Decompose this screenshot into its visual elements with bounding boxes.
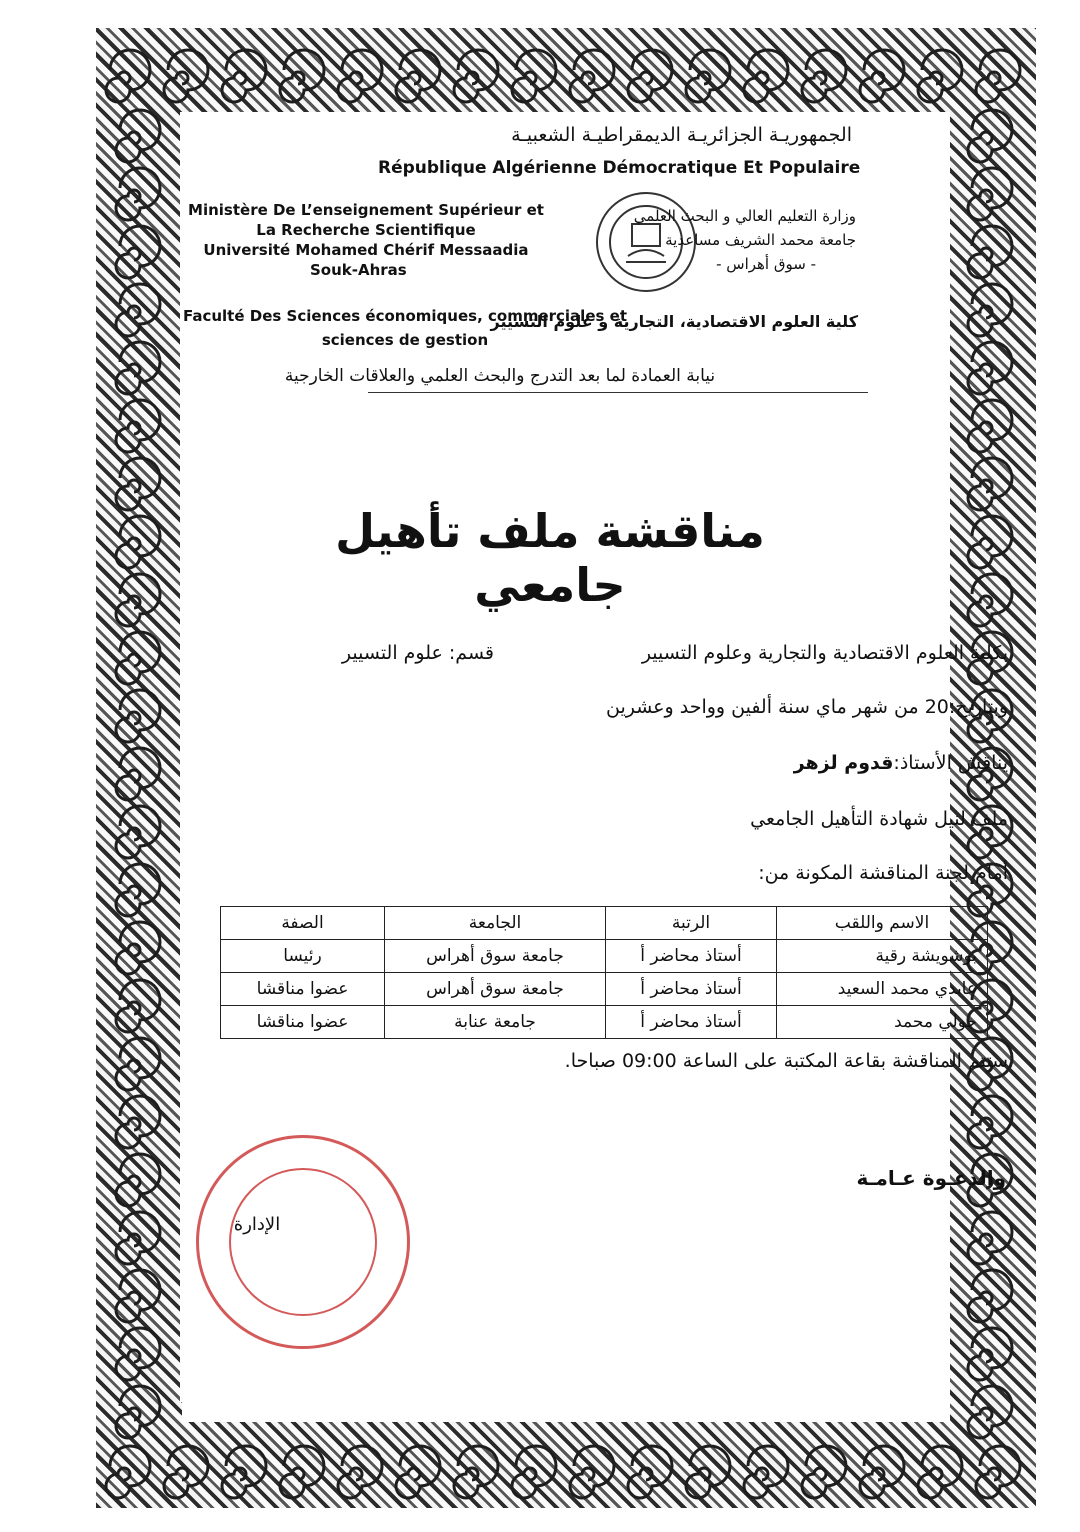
faculty-arabic: كلية العلوم الاقتصادية، التجارية و علوم التسيير — [490, 312, 858, 331]
header-name: الاسم واللقب — [777, 907, 988, 940]
republic-french: République Algérienne Démocratique Et Populaire — [378, 158, 861, 178]
stamp-inner-ring — [229, 1168, 377, 1316]
header-rank: الرتبة — [606, 907, 777, 940]
member-university: جامعة سوق أهراس — [385, 940, 606, 973]
candidate-name: قدوم لزهر — [793, 752, 894, 774]
committee-intro: أمام لجنة المناقشة المكونة من: — [758, 862, 1008, 884]
committee-table — [220, 906, 988, 1039]
venue-line: ستتم المناقشة بقاعة المكتبة على الساعة 09:00 صباحا. — [564, 1050, 1008, 1072]
table-row — [221, 973, 988, 1006]
document-title: مناقشة ملف تأهيل جامعي — [335, 504, 765, 612]
date-line: وبتاريخ:20 من شهر ماي سنة ألفين وواحد وعشرين — [606, 696, 1008, 718]
member-name: حولي محمد — [777, 1006, 988, 1039]
header-university: الجامعة — [385, 907, 606, 940]
deanship-arabic: نيابة العمادة لما بعد التدرج والبحث العلمي والعلاقات الخارجية — [284, 366, 716, 386]
faculty-line: بكلية العلوم الاقتصادية والتجارية وعلوم التسيير — [641, 642, 1008, 664]
member-role: رئيسا — [221, 940, 385, 973]
city-arabic: - سوق أهراس - — [716, 255, 816, 273]
header-divider — [368, 392, 868, 393]
member-rank: أستاذ محاضر أ — [606, 973, 777, 1006]
ministry-french-line-2: La Recherche Scientifique — [256, 221, 476, 239]
table-row — [221, 940, 988, 973]
public-invitation: والدعـوة عـامـة — [856, 1166, 1006, 1190]
member-role: عضوا مناقشا — [221, 973, 385, 1006]
header-arabic-block — [516, 204, 856, 276]
member-rank: أستاذ محاضر أ — [606, 1006, 777, 1039]
ministry-french — [186, 200, 546, 280]
ministry-french-line-1: Ministère De L’enseignement Supérieur et — [188, 201, 544, 219]
table-row — [221, 1006, 988, 1039]
faculty-french-line-2: sciences de gestion — [321, 331, 489, 349]
member-name: بوشويشة رقية — [777, 940, 988, 973]
university-french: Université Mohamed Chérif Messaadia — [203, 241, 529, 259]
official-stamp — [196, 1135, 410, 1349]
administration-signature: الإدارة — [233, 1214, 281, 1235]
member-rank: أستاذ محاضر أ — [606, 940, 777, 973]
member-name: عابدي محمد السعيد — [777, 973, 988, 1006]
table-header-row — [221, 907, 988, 940]
ministry-arabic: وزارة التعليم العالي و البحث العلمي — [633, 207, 856, 225]
faculty-french-line-1: Faculté Des Sciences économiques, commerciales et — [182, 307, 627, 325]
member-university: جامعة عنابة — [385, 1006, 606, 1039]
file-line: ملف لنيل شهادة التأهيل الجامعي — [750, 808, 1008, 830]
republic-arabic: الجمهوريـة الجزائريـة الديمقراطيـة الشعبيـة — [511, 124, 852, 146]
header-role: الصفة — [221, 907, 385, 940]
department-line: قسم: علوم التسيير — [341, 642, 494, 664]
member-university: جامعة سوق أهراس — [385, 973, 606, 1006]
candidate-prefix: يناقش الأستاذ: — [893, 752, 1008, 774]
city-french: Souk-Ahras — [310, 261, 407, 279]
university-arabic: جامعة محمد الشريف مساعدية — [665, 231, 856, 249]
member-role: عضوا مناقشا — [221, 1006, 385, 1039]
candidate-line — [508, 752, 1008, 774]
